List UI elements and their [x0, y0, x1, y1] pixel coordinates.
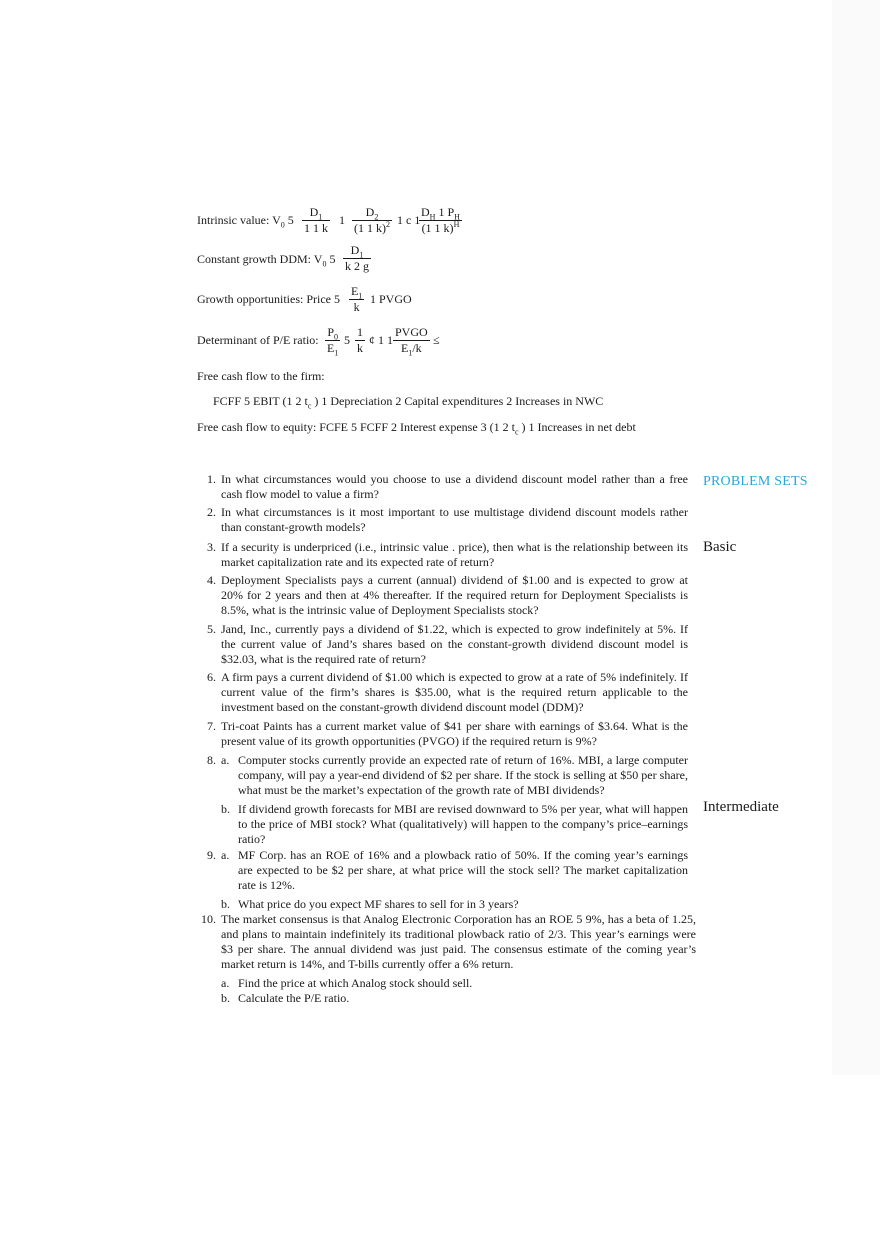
problem-7	[200, 719, 688, 749]
part-text: What price do you expect MF shares to sell for in 3 years?	[238, 897, 519, 911]
problem-sets-heading: PROBLEM SETS	[703, 474, 808, 489]
section-basic-label: Basic	[703, 539, 737, 555]
fraction: $\frac{P_0}{E_1}$	[327, 325, 339, 358]
problem-number: 8.	[207, 753, 216, 767]
problem-text: In what circumstances would you choose to use a dividend discount model rather than a free cash flow model to value a firm?	[221, 472, 688, 501]
problem-text: If a security is underpriced (i.e., intrinsic value . price), then what is the relationship between its market capitalization rate and its expected rate of return?	[221, 540, 688, 569]
part-text: Computer stocks currently provide an expected rate of return of 16%. MBI, a large computer company, will pay a year-end dividend of $2 per share. If the stock is selling at $50 per share, what must be the market’s expectation of the growth rate of MBI dividends?	[238, 753, 688, 797]
problem-text: Jand, Inc., currently pays a dividend of $1.22, which is expected to grow indefinitely at 5%. If the current value of Jand’s shares based on the constant-growth dividend discount model is $32.03, what is the required rate of return?	[221, 622, 688, 666]
fraction: $\frac{D_1}{1 1 k}$	[304, 205, 328, 235]
fraction: $\frac{D_H 1 P_H}{(1 1 k)^H}$	[421, 205, 460, 235]
problem-6	[200, 670, 688, 715]
problem-text: Deployment Specialists pays a current (annual) dividend of $1.00 and is expected to grow at 20% for 2 years and then at 4% thereafter. If the required return for Deployment Specialists is 8.5%, what is the intrinsic value of Deployment Specialists stock?	[221, 573, 688, 617]
formula-label: Constant growth DDM: V	[197, 252, 323, 266]
fraction: $\frac{D_2}{(1 1 k)^2}$	[354, 205, 390, 235]
problem-part-a	[221, 976, 696, 991]
part-text: MF Corp. has an ROE of 16% and a plowback ratio of 50%. If the coming year’s earnings are expected to be $2 per share, at what price will the stock sell? The market capitalization rate is 12%.	[238, 848, 688, 892]
problem-text: The market consensus is that Analog Electronic Corporation has an ROE 5 9%, has a beta of 1.25, and plans to maintain indefinitely its traditional plowback ratio of 2/3. This year’s earnings were $3 per share. The annual dividend was just paid. The consensus estimate of the coming year’s market return is 14%, and T-bills currently offer a 6% return.	[221, 912, 696, 971]
problem-number: 9.	[207, 848, 216, 862]
problem-number: 2.	[207, 505, 216, 519]
part-label: a.	[221, 848, 230, 862]
problem-number: 1.	[207, 472, 216, 486]
part-text: If dividend growth forecasts for MBI are revised downward to 5% per year, what will happen to the price of MBI stock? What (qualitatively) will happen to the company’s price–earnings ratio?	[238, 802, 688, 846]
part-label: b.	[221, 802, 230, 816]
section-intermediate-label: Intermediate	[703, 799, 779, 815]
problem-part-a	[221, 753, 688, 798]
problem-number: 6.	[207, 670, 216, 684]
fraction: $\frac{D_1}{k 2 g}$	[345, 243, 369, 273]
fcff-heading: Free cash flow to the firm:	[197, 369, 325, 383]
problem-number: 3.	[207, 540, 216, 554]
problem-part-b	[221, 991, 696, 1006]
problem-1	[200, 472, 688, 502]
formula-label: Determinant of P/E ratio:	[197, 333, 319, 347]
problem-3	[200, 540, 688, 570]
problem-number: 4.	[207, 573, 216, 587]
problem-part-a	[221, 848, 688, 893]
problem-number: 10.	[201, 912, 216, 926]
problem-number: 5.	[207, 622, 216, 636]
problem-text: Tri-coat Paints has a current market value of $41 per share with earnings of $3.64. What is the present value of its growth opportunities (PVGO) if the required return is 9%?	[221, 719, 688, 748]
part-text: Calculate the P/E ratio.	[238, 991, 350, 1005]
problem-text: In what circumstances is it most important to use multistage dividend discount models rather than constant-growth models?	[221, 505, 688, 534]
formula-label: Intrinsic value: V	[197, 213, 281, 227]
fraction: $\frac{E_1}{k}$	[351, 284, 363, 314]
part-label: a.	[221, 753, 230, 767]
problem-part-b	[221, 897, 688, 912]
part-text: Find the price at which Analog stock should sell.	[238, 976, 473, 990]
formula-fcfe: Free cash flow to equity: FCFE 5 FCFF 2 Interest expense 3 (1 2 $t_c$ ) 1 Increases in net debt	[197, 420, 636, 437]
page-edge	[832, 0, 880, 1075]
fraction: PVGO $E_1/k$	[395, 325, 428, 358]
problem-part-b	[221, 802, 688, 847]
part-label: b.	[221, 897, 230, 911]
formula-label: Growth opportunities: Price	[197, 292, 331, 306]
problem-2	[200, 505, 688, 535]
problem-8	[200, 753, 688, 847]
problem-text: A firm pays a current dividend of $1.00 which is expected to grow at a rate of 5% indefinitely. If current value of the firm’s shares is $35.00, what is the required return applicable to the investment based on the constant-growth dividend discount model (DDM)?	[221, 670, 688, 714]
part-label: a.	[221, 976, 230, 990]
problem-10	[200, 912, 696, 1006]
part-label: b.	[221, 991, 230, 1005]
fraction: $\frac{1}{k}$	[357, 325, 363, 355]
problem-9	[200, 848, 688, 912]
formula-fcff: FCFF 5 EBIT (1 2 $t_c$ ) 1 Depreciation 2 Capital expenditures 2 Increases in NWC	[213, 394, 604, 411]
problem-5	[200, 622, 688, 667]
problem-number: 7.	[207, 719, 216, 733]
problem-4	[200, 573, 688, 618]
